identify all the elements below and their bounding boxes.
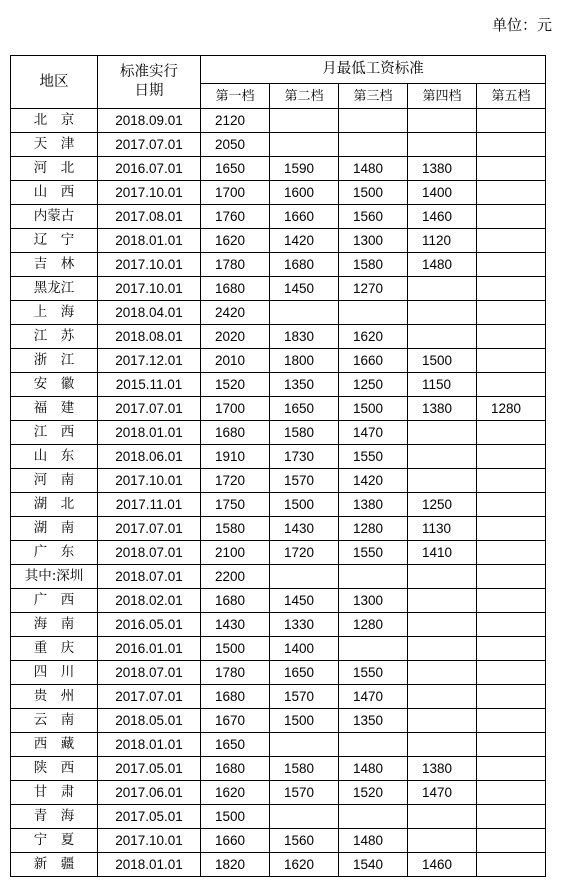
table-row — [11, 805, 546, 829]
region-cell: 江 苏 — [11, 325, 98, 349]
tier-1-cell: 2050 — [201, 133, 270, 157]
region-cell: 山 东 — [11, 445, 98, 469]
date-cell: 2017.07.01 — [98, 397, 201, 421]
tier-4-cell — [408, 277, 477, 301]
tier-1-cell: 1670 — [201, 709, 270, 733]
region-cell: 青 海 — [11, 805, 98, 829]
date-cell: 2017.12.01 — [98, 349, 201, 373]
tier-1-cell: 1820 — [201, 853, 270, 877]
tier-4-cell — [408, 325, 477, 349]
tier-4-cell — [408, 133, 477, 157]
table-header — [11, 56, 546, 109]
tier-2-cell: 1590 — [270, 157, 339, 181]
tier-3-cell — [339, 133, 408, 157]
tier-3-cell — [339, 805, 408, 829]
region-cell: 西 藏 — [11, 733, 98, 757]
tier-3-cell — [339, 637, 408, 661]
region-cell: 江 西 — [11, 421, 98, 445]
region-cell: 广 东 — [11, 541, 98, 565]
tier-1-cell: 1650 — [201, 733, 270, 757]
tier-5-cell — [477, 517, 546, 541]
tier-2-cell: 1830 — [270, 325, 339, 349]
table-row — [11, 517, 546, 541]
header-tier-5: 第五档 — [477, 84, 546, 109]
header-tier-1: 第一档 — [201, 84, 270, 109]
tier-5-cell — [477, 301, 546, 325]
tier-3-cell: 1550 — [339, 445, 408, 469]
date-cell: 2018.01.01 — [98, 421, 201, 445]
tier-4-cell — [408, 421, 477, 445]
date-cell: 2017.10.01 — [98, 253, 201, 277]
tier-2-cell: 1570 — [270, 781, 339, 805]
header-tier-2: 第二档 — [270, 84, 339, 109]
tier-4-cell — [408, 445, 477, 469]
minimum-wage-table — [10, 55, 546, 877]
tier-3-cell: 1500 — [339, 181, 408, 205]
tier-5-cell — [477, 733, 546, 757]
date-cell: 2017.08.01 — [98, 205, 201, 229]
tier-3-cell — [339, 301, 408, 325]
tier-5-cell — [477, 613, 546, 637]
table-row — [11, 757, 546, 781]
table-row — [11, 637, 546, 661]
tier-5-cell — [477, 757, 546, 781]
region-cell: 海 南 — [11, 613, 98, 637]
tier-5-cell — [477, 157, 546, 181]
tier-4-cell — [408, 589, 477, 613]
tier-1-cell: 1520 — [201, 373, 270, 397]
date-cell: 2018.02.01 — [98, 589, 201, 613]
date-cell: 2018.09.01 — [98, 109, 201, 133]
table-row — [11, 301, 546, 325]
tier-3-cell: 1480 — [339, 829, 408, 853]
tier-3-cell: 1280 — [339, 517, 408, 541]
region-cell: 陕 西 — [11, 757, 98, 781]
tier-3-cell: 1480 — [339, 757, 408, 781]
region-cell: 宁 夏 — [11, 829, 98, 853]
header-monthly: 月最低工资标准 — [201, 56, 546, 84]
tier-2-cell: 1500 — [270, 709, 339, 733]
tier-4-cell — [408, 301, 477, 325]
tier-5-cell — [477, 661, 546, 685]
tier-4-cell — [408, 685, 477, 709]
date-cell: 2018.05.01 — [98, 709, 201, 733]
tier-2-cell: 1450 — [270, 589, 339, 613]
date-cell: 2017.05.01 — [98, 805, 201, 829]
region-cell: 福 建 — [11, 397, 98, 421]
header-date — [98, 56, 201, 109]
region-cell: 上 海 — [11, 301, 98, 325]
tier-3-cell: 1470 — [339, 421, 408, 445]
date-cell: 2018.07.01 — [98, 565, 201, 589]
region-cell: 天 津 — [11, 133, 98, 157]
tier-2-cell: 1560 — [270, 829, 339, 853]
tier-4-cell — [408, 613, 477, 637]
header-tier-4: 第四档 — [408, 84, 477, 109]
tier-2-cell — [270, 301, 339, 325]
tier-5-cell — [477, 373, 546, 397]
tier-4-cell: 1470 — [408, 781, 477, 805]
tier-3-cell: 1540 — [339, 853, 408, 877]
tier-3-cell: 1280 — [339, 613, 408, 637]
tier-3-cell: 1550 — [339, 661, 408, 685]
region-cell: 河 南 — [11, 469, 98, 493]
table-row — [11, 469, 546, 493]
tier-4-cell — [408, 469, 477, 493]
tier-3-cell: 1520 — [339, 781, 408, 805]
table-row — [11, 853, 546, 877]
tier-1-cell: 2100 — [201, 541, 270, 565]
tier-1-cell: 1650 — [201, 157, 270, 181]
table-row — [11, 421, 546, 445]
tier-5-cell — [477, 421, 546, 445]
tier-2-cell: 1330 — [270, 613, 339, 637]
tier-1-cell: 1780 — [201, 661, 270, 685]
tier-4-cell: 1250 — [408, 493, 477, 517]
tier-2-cell: 1800 — [270, 349, 339, 373]
region-cell: 四 川 — [11, 661, 98, 685]
table-body — [11, 109, 546, 877]
region-cell: 安 徽 — [11, 373, 98, 397]
region-cell: 吉 林 — [11, 253, 98, 277]
tier-5-cell — [477, 133, 546, 157]
table-row — [11, 613, 546, 637]
tier-2-cell: 1650 — [270, 661, 339, 685]
region-cell: 山 西 — [11, 181, 98, 205]
tier-2-cell: 1420 — [270, 229, 339, 253]
tier-1-cell: 1750 — [201, 493, 270, 517]
tier-1-cell: 1910 — [201, 445, 270, 469]
table-row — [11, 229, 546, 253]
table-row — [11, 661, 546, 685]
date-cell: 2017.07.01 — [98, 133, 201, 157]
date-cell: 2018.07.01 — [98, 661, 201, 685]
tier-4-cell — [408, 109, 477, 133]
tier-4-cell — [408, 565, 477, 589]
tier-2-cell: 1620 — [270, 853, 339, 877]
tier-4-cell — [408, 733, 477, 757]
tier-4-cell: 1480 — [408, 253, 477, 277]
tier-5-cell — [477, 589, 546, 613]
table-row — [11, 205, 546, 229]
tier-3-cell: 1620 — [339, 325, 408, 349]
region-cell: 河 北 — [11, 157, 98, 181]
tier-2-cell: 1580 — [270, 421, 339, 445]
tier-5-cell — [477, 277, 546, 301]
tier-2-cell: 1500 — [270, 493, 339, 517]
unit-label: 单位：元 — [491, 16, 552, 34]
table-row — [11, 397, 546, 421]
table-row — [11, 373, 546, 397]
table-row — [11, 685, 546, 709]
tier-3-cell: 1500 — [339, 397, 408, 421]
tier-4-cell: 1130 — [408, 517, 477, 541]
tier-4-cell: 1500 — [408, 349, 477, 373]
tier-3-cell: 1580 — [339, 253, 408, 277]
tier-5-cell — [477, 109, 546, 133]
tier-5-cell — [477, 181, 546, 205]
date-cell: 2018.04.01 — [98, 301, 201, 325]
header-date-line1: 标准实行 — [120, 64, 178, 80]
tier-2-cell — [270, 805, 339, 829]
tier-1-cell: 1780 — [201, 253, 270, 277]
tier-1-cell: 1680 — [201, 277, 270, 301]
tier-1-cell: 1700 — [201, 181, 270, 205]
tier-2-cell: 1680 — [270, 253, 339, 277]
tier-2-cell: 1570 — [270, 685, 339, 709]
date-cell: 2016.01.01 — [98, 637, 201, 661]
tier-1-cell: 1760 — [201, 205, 270, 229]
tier-1-cell: 1430 — [201, 613, 270, 637]
tier-4-cell: 1150 — [408, 373, 477, 397]
table-row — [11, 157, 546, 181]
tier-5-cell — [477, 253, 546, 277]
tier-1-cell: 2010 — [201, 349, 270, 373]
date-cell: 2017.06.01 — [98, 781, 201, 805]
tier-5-cell — [477, 469, 546, 493]
date-cell: 2017.10.01 — [98, 829, 201, 853]
tier-5-cell — [477, 781, 546, 805]
tier-5-cell — [477, 805, 546, 829]
date-cell: 2018.01.01 — [98, 733, 201, 757]
region-cell: 内蒙古 — [11, 205, 98, 229]
tier-3-cell: 1480 — [339, 157, 408, 181]
tier-5-cell — [477, 709, 546, 733]
date-cell: 2017.07.01 — [98, 517, 201, 541]
tier-2-cell: 1430 — [270, 517, 339, 541]
tier-2-cell: 1570 — [270, 469, 339, 493]
tier-2-cell: 1450 — [270, 277, 339, 301]
region-cell: 广 西 — [11, 589, 98, 613]
table-row — [11, 109, 546, 133]
tier-2-cell: 1600 — [270, 181, 339, 205]
tier-5-cell — [477, 229, 546, 253]
tier-4-cell: 1460 — [408, 205, 477, 229]
tier-4-cell: 1380 — [408, 757, 477, 781]
table-row — [11, 277, 546, 301]
tier-1-cell: 1620 — [201, 781, 270, 805]
header-tier-3: 第三档 — [339, 84, 408, 109]
table-row — [11, 253, 546, 277]
tier-3-cell: 1420 — [339, 469, 408, 493]
tier-2-cell: 1650 — [270, 397, 339, 421]
table-row — [11, 493, 546, 517]
date-cell: 2016.05.01 — [98, 613, 201, 637]
tier-1-cell: 1500 — [201, 637, 270, 661]
date-cell: 2018.06.01 — [98, 445, 201, 469]
tier-1-cell: 1680 — [201, 685, 270, 709]
tier-3-cell: 1300 — [339, 229, 408, 253]
tier-1-cell: 1660 — [201, 829, 270, 853]
tier-1-cell: 1680 — [201, 757, 270, 781]
tier-5-cell — [477, 541, 546, 565]
date-cell: 2017.10.01 — [98, 181, 201, 205]
date-cell: 2017.07.01 — [98, 685, 201, 709]
region-cell: 重 庆 — [11, 637, 98, 661]
tier-1-cell: 1580 — [201, 517, 270, 541]
header-region: 地区 — [11, 56, 98, 109]
table-row — [11, 781, 546, 805]
tier-4-cell — [408, 637, 477, 661]
tier-1-cell: 2420 — [201, 301, 270, 325]
tier-1-cell: 1500 — [201, 805, 270, 829]
date-cell: 2018.01.01 — [98, 853, 201, 877]
tier-5-cell — [477, 637, 546, 661]
table-row — [11, 589, 546, 613]
tier-3-cell: 1470 — [339, 685, 408, 709]
table-row — [11, 445, 546, 469]
header-date-line2: 日期 — [134, 83, 164, 99]
region-cell: 湖 北 — [11, 493, 98, 517]
tier-3-cell: 1560 — [339, 205, 408, 229]
date-cell: 2017.10.01 — [98, 277, 201, 301]
tier-4-cell: 1400 — [408, 181, 477, 205]
tier-2-cell: 1350 — [270, 373, 339, 397]
region-cell: 其中:深圳 — [11, 565, 98, 589]
tier-2-cell: 1400 — [270, 637, 339, 661]
tier-4-cell — [408, 805, 477, 829]
tier-4-cell: 1410 — [408, 541, 477, 565]
tier-4-cell: 1380 — [408, 397, 477, 421]
tier-1-cell: 2020 — [201, 325, 270, 349]
tier-4-cell — [408, 829, 477, 853]
date-cell: 2017.11.01 — [98, 493, 201, 517]
tier-5-cell — [477, 445, 546, 469]
tier-4-cell — [408, 709, 477, 733]
tier-4-cell: 1460 — [408, 853, 477, 877]
tier-3-cell — [339, 109, 408, 133]
tier-5-cell — [477, 349, 546, 373]
tier-3-cell: 1660 — [339, 349, 408, 373]
tier-4-cell: 1380 — [408, 157, 477, 181]
table-row — [11, 349, 546, 373]
tier-3-cell: 1380 — [339, 493, 408, 517]
tier-3-cell: 1550 — [339, 541, 408, 565]
region-cell: 浙 江 — [11, 349, 98, 373]
tier-2-cell — [270, 733, 339, 757]
tier-1-cell: 1620 — [201, 229, 270, 253]
tier-5-cell — [477, 829, 546, 853]
tier-2-cell: 1730 — [270, 445, 339, 469]
region-cell: 甘 肃 — [11, 781, 98, 805]
region-cell: 新 疆 — [11, 853, 98, 877]
tier-2-cell — [270, 109, 339, 133]
table-row — [11, 181, 546, 205]
tier-5-cell — [477, 565, 546, 589]
date-cell: 2017.05.01 — [98, 757, 201, 781]
region-cell: 贵 州 — [11, 685, 98, 709]
tier-4-cell: 1120 — [408, 229, 477, 253]
tier-5-cell — [477, 685, 546, 709]
tier-2-cell — [270, 133, 339, 157]
tier-5-cell — [477, 853, 546, 877]
region-cell: 黑龙江 — [11, 277, 98, 301]
tier-3-cell: 1350 — [339, 709, 408, 733]
table-row — [11, 541, 546, 565]
region-cell: 辽 宁 — [11, 229, 98, 253]
tier-5-cell: 1280 — [477, 397, 546, 421]
tier-2-cell — [270, 565, 339, 589]
tier-2-cell: 1720 — [270, 541, 339, 565]
region-cell: 云 南 — [11, 709, 98, 733]
date-cell: 2017.10.01 — [98, 469, 201, 493]
region-cell: 北 京 — [11, 109, 98, 133]
tier-1-cell: 2200 — [201, 565, 270, 589]
tier-1-cell: 1720 — [201, 469, 270, 493]
tier-3-cell — [339, 565, 408, 589]
table-row — [11, 133, 546, 157]
table-row — [11, 733, 546, 757]
tier-1-cell: 1680 — [201, 421, 270, 445]
date-cell: 2016.07.01 — [98, 157, 201, 181]
tier-3-cell — [339, 733, 408, 757]
tier-5-cell — [477, 205, 546, 229]
tier-1-cell: 1700 — [201, 397, 270, 421]
date-cell: 2018.08.01 — [98, 325, 201, 349]
tier-4-cell — [408, 661, 477, 685]
tier-1-cell: 2120 — [201, 109, 270, 133]
tier-2-cell: 1660 — [270, 205, 339, 229]
tier-5-cell — [477, 493, 546, 517]
table-row — [11, 565, 546, 589]
tier-5-cell — [477, 325, 546, 349]
date-cell: 2018.01.01 — [98, 229, 201, 253]
table-row — [11, 709, 546, 733]
table-row — [11, 829, 546, 853]
tier-2-cell: 1580 — [270, 757, 339, 781]
tier-3-cell: 1300 — [339, 589, 408, 613]
date-cell: 2015.11.01 — [98, 373, 201, 397]
table-row — [11, 325, 546, 349]
tier-1-cell: 1680 — [201, 589, 270, 613]
tier-3-cell: 1270 — [339, 277, 408, 301]
date-cell: 2018.07.01 — [98, 541, 201, 565]
tier-3-cell: 1250 — [339, 373, 408, 397]
region-cell: 湖 南 — [11, 517, 98, 541]
